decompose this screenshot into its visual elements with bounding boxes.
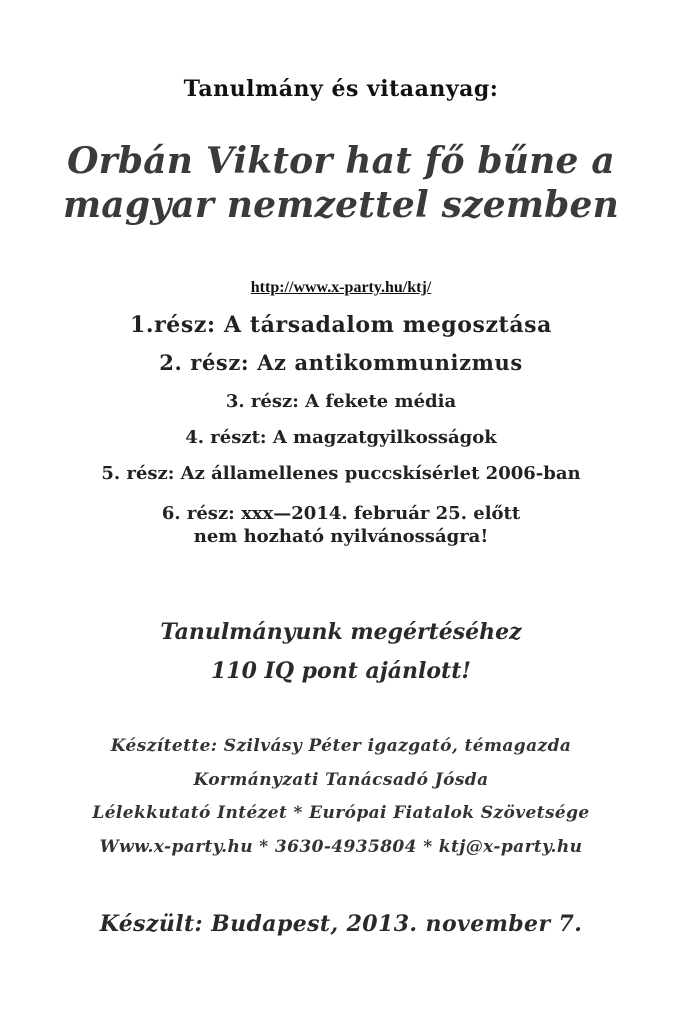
website-url-link[interactable]: http://www.x-party.hu/ktj/ bbox=[250, 279, 432, 296]
credits-organization-1: Kormányzati Tanácsadó Jósda bbox=[193, 770, 489, 790]
document-date-place: Készült: Budapest, 2013. november 7. bbox=[99, 911, 583, 937]
iq-note-line-1: Tanulmányunk megértéséhez bbox=[160, 619, 522, 645]
part-6-heading-line-1: 6. rész: xxx—2014. február 25. előtt bbox=[161, 503, 521, 524]
part-6-heading-line-2: nem hozható nyilvánosságra! bbox=[193, 526, 489, 547]
part-5-heading: 5. rész: Az államellenes puccskísérlet 2006-ban bbox=[101, 463, 581, 484]
part-2-heading: 2. rész: Az antikommunizmus bbox=[159, 350, 523, 375]
credits-organization-2: Lélekkutató Intézet * Európai Fiatalok Szövetsége bbox=[92, 803, 590, 823]
document-title-line-1: Orbán Viktor hat fő bűne a bbox=[67, 140, 615, 182]
credits-author: Készítette: Szilvásy Péter igazgató, témagazda bbox=[110, 736, 572, 756]
part-4-heading: 4. részt: A magzatgyilkosságok bbox=[185, 427, 497, 448]
iq-note-line-2: 110 IQ pont ajánlott! bbox=[210, 658, 472, 684]
credits-contact: Www.x-party.hu * 3630-4935804 * ktj@x-party.hu bbox=[99, 837, 583, 857]
part-1-heading: 1.rész: A társadalom megosztása bbox=[129, 312, 553, 338]
document-title-line-2: magyar nemzettel szemben bbox=[63, 184, 619, 226]
part-3-heading: 3. rész: A fekete média bbox=[225, 391, 457, 412]
document-kicker: Tanulmány és vitaanyag: bbox=[183, 76, 499, 102]
